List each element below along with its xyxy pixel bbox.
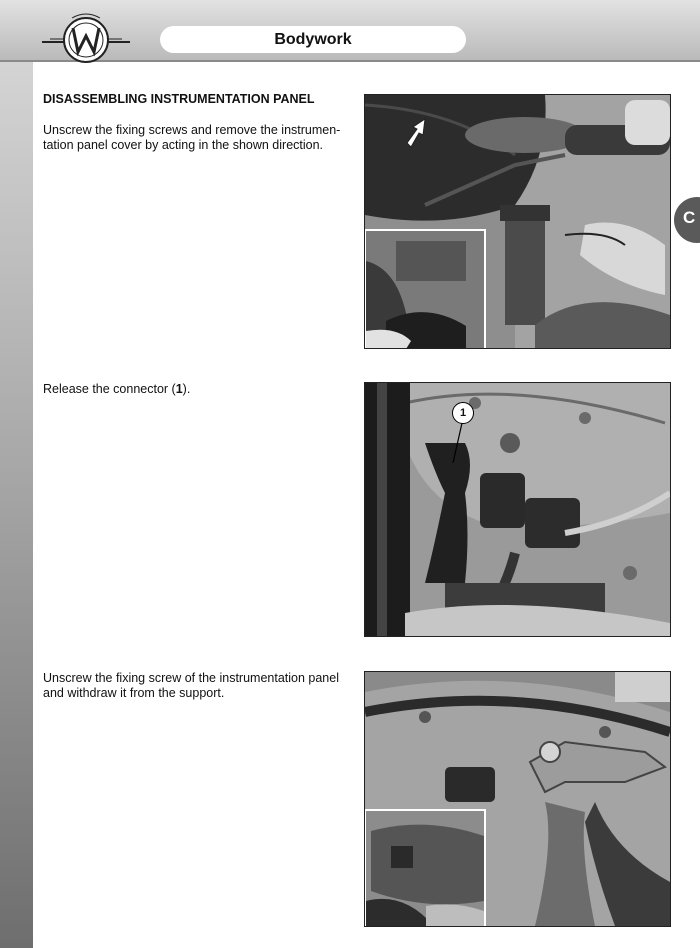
brand-logo [40,6,132,66]
page-title: Bodywork [160,26,466,53]
step-3-line: Unscrew the fixing screw of the instrumentation panel [43,671,339,685]
step-2-ref-number: 1 [175,382,183,396]
step-1-line: tation panel cover by acting in the shown direction. [43,138,324,152]
photo-connector [364,382,671,637]
photo-remove-cover [364,94,671,349]
step-1-line: Unscrew the fixing screws and remove the instrumen- [43,123,341,137]
step-2-text-end: ). [182,382,191,396]
step-3-text [43,671,353,701]
step-2-text-start: Release the connector ( [43,382,176,396]
chapter-letter: C [683,208,696,227]
step-1-text [43,123,353,153]
callout-1: 1 [452,402,474,424]
photo-withdraw-panel-inset [364,809,486,927]
step-3-line: and withdraw it from the support. [43,686,225,700]
side-margin-bar [0,62,33,948]
step-2-text [43,382,353,397]
section-title: DISASSEMBLING INSTRUMENTATION PANEL [43,92,315,106]
photo-withdraw-panel [364,671,671,927]
photo-remove-cover-inset [364,229,486,349]
callout-leader-line [365,383,670,636]
